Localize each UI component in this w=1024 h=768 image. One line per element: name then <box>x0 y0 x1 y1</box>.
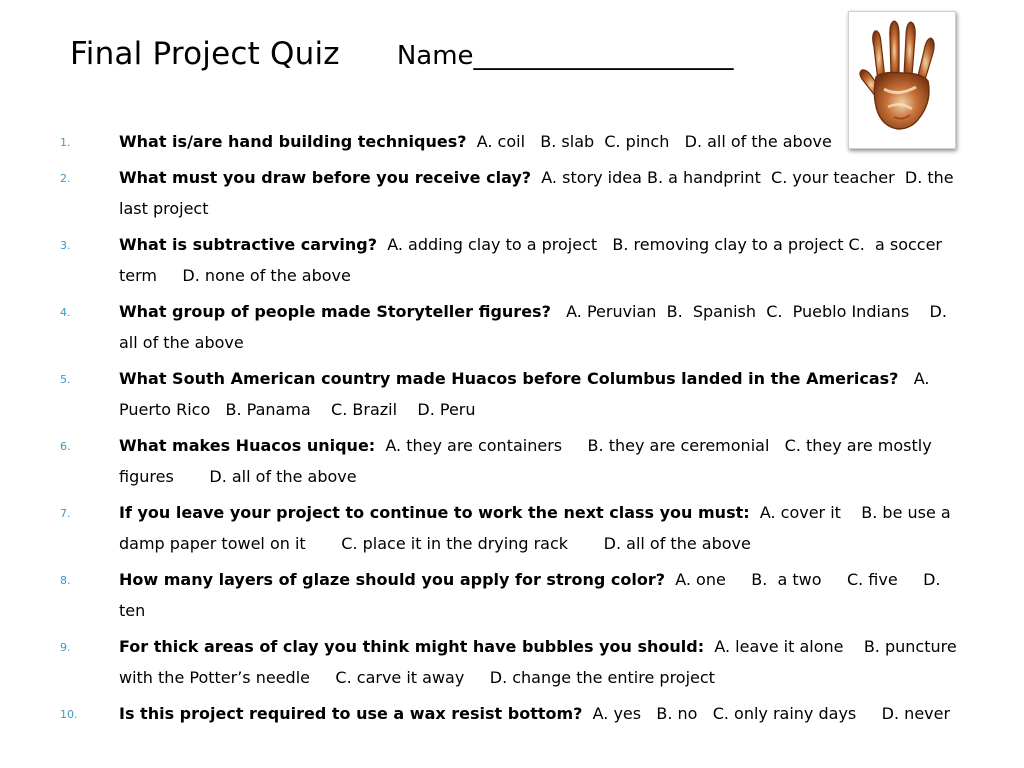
question-text: What is/are hand building techniques? <box>119 132 467 151</box>
question-text: Is this project required to use a wax resist bottom? <box>119 704 583 723</box>
question-text: What is subtractive carving? <box>119 235 378 254</box>
question-item <box>60 126 965 157</box>
question-list <box>60 126 965 729</box>
question-item <box>60 229 965 291</box>
question-item <box>60 296 965 358</box>
page-title <box>70 36 734 72</box>
answer-options: A. Puerto Rico B. Panama C. Brazil D. Peru <box>119 369 935 419</box>
question-number: 6. <box>60 440 71 453</box>
question-number: 5. <box>60 373 71 386</box>
question-item <box>60 564 965 626</box>
answer-options: A. coil B. slab C. pinch D. all of the above <box>466 132 832 151</box>
name-field-label: Name____________________ <box>396 41 734 71</box>
question-item <box>60 162 965 224</box>
question-number: 2. <box>60 172 71 185</box>
question-number: 1. <box>60 136 71 149</box>
question-item <box>60 631 965 693</box>
question-item <box>60 363 965 425</box>
question-number: 4. <box>60 306 71 319</box>
handprint-icon <box>854 17 950 141</box>
question-number: 8. <box>60 574 71 587</box>
question-text: What group of people made Storyteller figures? <box>119 302 551 321</box>
question-number: 9. <box>60 641 71 654</box>
question-text: What makes Huacos unique: <box>119 436 376 455</box>
quiz-title: Final Project Quiz <box>70 36 340 72</box>
answer-options: A. yes B. no C. only rainy days D. never <box>582 704 951 723</box>
question-text: What must you draw before you receive clay? <box>119 168 532 187</box>
answer-options: A. cover it B. be use a damp paper towel on it C. place it in the drying rack D. all of the above <box>119 503 956 553</box>
question-number: 10. <box>60 708 78 721</box>
question-item <box>60 698 965 729</box>
question-text: For thick areas of clay you think might have bubbles you should: <box>119 637 705 656</box>
answer-options: A. adding clay to a project B. removing clay to a project C. a soccer term D. none of the above <box>119 235 948 285</box>
question-text: What South American country made Huacos before Columbus landed in the Americas? <box>119 369 899 388</box>
question-text: If you leave your project to continue to work the next class you must: <box>119 503 750 522</box>
question-item <box>60 430 965 492</box>
answer-options: A. story idea B. a handprint C. your teacher D. the last project <box>119 168 959 218</box>
question-number: 7. <box>60 507 71 520</box>
question-text: How many layers of glaze should you apply for strong color? <box>119 570 666 589</box>
answer-options: A. Peruvian B. Spanish C. Pueblo Indians D. all of the above <box>119 302 953 352</box>
answer-options: A. one B. a two C. five D. ten <box>119 570 946 620</box>
question-number: 3. <box>60 239 71 252</box>
answer-options: A. they are containers B. they are ceremonial C. they are mostly figures D. all of the above <box>119 436 937 486</box>
answer-options: A. leave it alone B. puncture with the Potter’s needle C. carve it away D. change the entire project <box>119 637 962 687</box>
question-item <box>60 497 965 559</box>
